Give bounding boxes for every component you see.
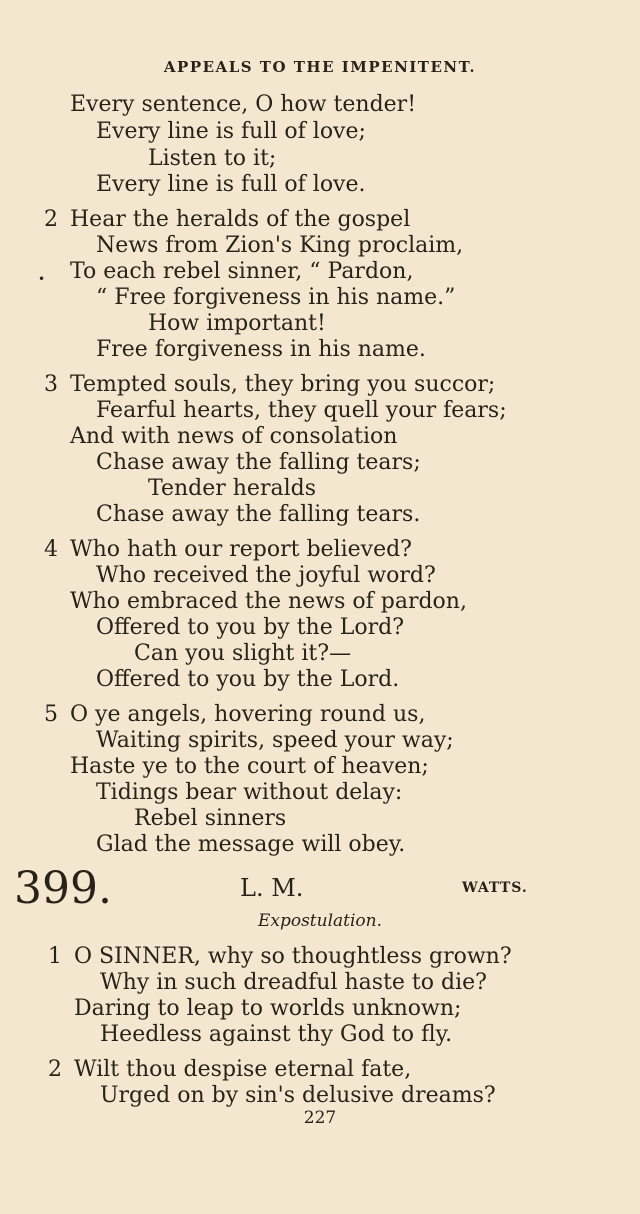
page-number: 227 xyxy=(303,1108,337,1128)
stanza-number: 2 xyxy=(44,207,58,232)
verse-line: Chase away the falling tears. xyxy=(96,502,421,527)
verse-line: Listen to it; xyxy=(148,146,277,171)
verse-line: Wilt thou despise eternal fate, xyxy=(74,1057,412,1082)
verse-line: Waiting spirits, speed your way; xyxy=(96,728,454,753)
verse-line: Who hath our report believed? xyxy=(70,537,412,562)
verse-line: Every line is full of love. xyxy=(96,172,366,197)
stanza-number: 1 xyxy=(48,944,62,969)
stanza-number: 4 xyxy=(44,537,58,562)
stanza-number: 3 xyxy=(44,372,58,397)
stanza-number: 5 xyxy=(44,702,58,727)
verse-line: O SINNER, why so thoughtless grown? xyxy=(74,944,512,969)
hymn-number: 399. xyxy=(14,863,112,914)
verse-line: Offered to you by the Lord. xyxy=(96,667,400,692)
verse-line: Offered to you by the Lord? xyxy=(96,615,404,640)
verse-line: Who embraced the news of pardon, xyxy=(70,589,467,614)
verse-line: To each rebel sinner, “ Pardon, xyxy=(70,259,414,284)
verse-line: O ye angels, hovering round us, xyxy=(70,702,426,727)
hymn-subtitle: Expostulation. xyxy=(257,911,383,931)
hymn-author: WATTS. xyxy=(462,880,528,896)
verse-line: Why in such dreadful haste to die? xyxy=(100,970,487,995)
ink-speck: • xyxy=(38,272,46,286)
verse-line: Urged on by sin's delusive dreams? xyxy=(100,1083,496,1108)
running-head: APPEALS TO THE IMPENITENT. xyxy=(163,58,477,76)
hymn-meter: L. M. xyxy=(240,874,304,902)
verse-line: Free forgiveness in his name. xyxy=(96,337,426,362)
verse-line: Haste ye to the court of heaven; xyxy=(70,754,429,779)
verse-line: Rebel sinners xyxy=(134,806,287,831)
verse-line: Daring to leap to worlds unknown; xyxy=(74,996,462,1021)
verse-line: Hear the heralds of the gospel xyxy=(70,207,411,232)
verse-line: Every line is full of love; xyxy=(96,119,366,144)
verse-line: Who received the joyful word? xyxy=(96,563,436,588)
verse-line: Tidings bear without delay: xyxy=(96,780,403,805)
verse-line: Tender heralds xyxy=(148,476,316,501)
verse-line: Can you slight it?— xyxy=(134,641,352,666)
verse-line: Every sentence, O how tender! xyxy=(70,92,417,117)
verse-line: Heedless against thy God to fly. xyxy=(100,1022,453,1047)
verse-line: “ Free forgiveness in his name.” xyxy=(96,285,456,310)
verse-line: Chase away the falling tears; xyxy=(96,450,421,475)
stanza-number: 2 xyxy=(48,1057,62,1082)
verse-line: And with news of consolation xyxy=(70,424,398,449)
verse-line: News from Zion's King proclaim, xyxy=(96,233,464,258)
verse-line: Tempted souls, they bring you succor; xyxy=(70,372,496,397)
verse-line: How important! xyxy=(148,311,326,336)
verse-line: Fearful hearts, they quell your fears; xyxy=(96,398,507,423)
verse-line: Glad the message will obey. xyxy=(96,832,406,857)
